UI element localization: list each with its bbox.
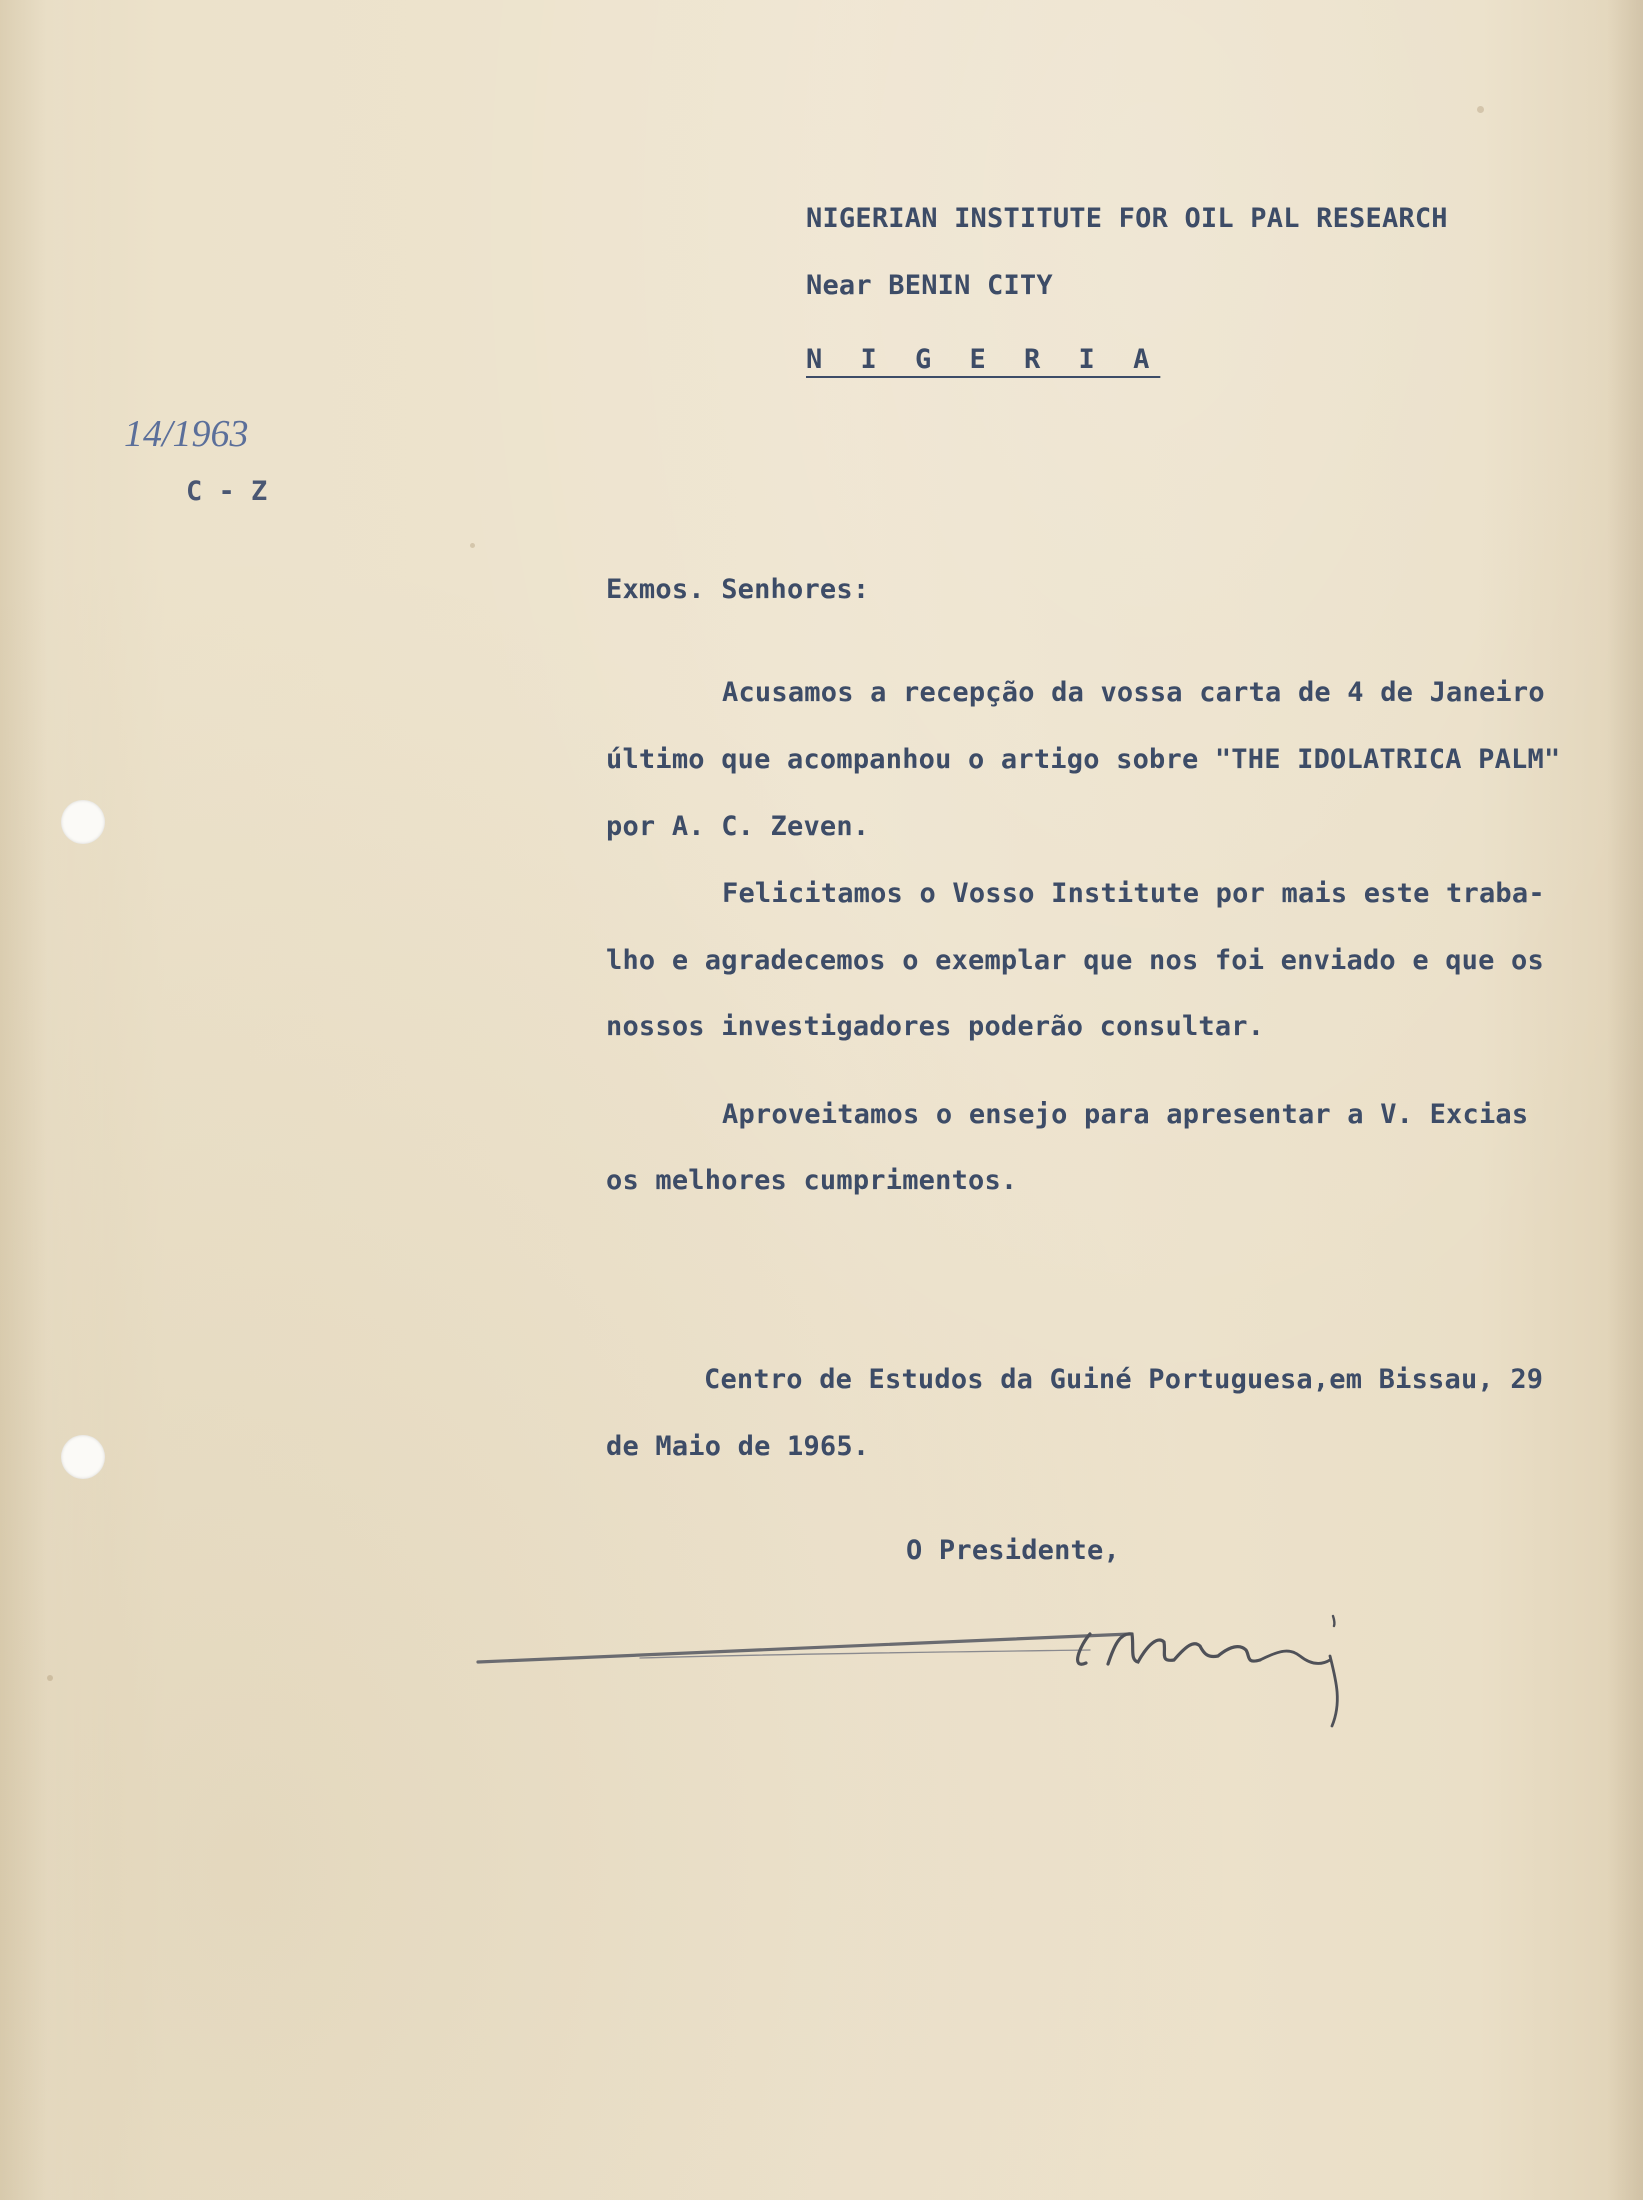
reference-code: C - Z <box>186 476 268 507</box>
body-line: lho e agradecemos o exemplar que nos foi enviado e que os <box>606 945 1544 976</box>
punch-hole-top <box>61 800 105 844</box>
recipient-country: N I G E R I A <box>806 344 1161 375</box>
closing-line-1: Centro de Estudos da Guiné Portuguesa,em Bissau, 29 <box>704 1364 1544 1395</box>
reference-number: 14/1963 <box>124 413 249 455</box>
recipient-line-2: Near BENIN CITY <box>806 270 1053 301</box>
body-line: Felicitamos o Vosso Institute por mais este traba- <box>722 878 1545 909</box>
paper-speck <box>470 543 475 548</box>
signatory-title: O Presidente, <box>906 1535 1120 1566</box>
punch-hole-bottom <box>61 1435 105 1479</box>
paper-speck <box>1477 106 1484 113</box>
body-line: por A. C. Zeven. <box>606 811 870 842</box>
paper-speck <box>47 1675 53 1681</box>
body-line: Acusamos a recepção da vossa carta de 4 de Janeiro <box>722 677 1545 708</box>
body-line: Aproveitamos o ensejo para apresentar a V. Excias <box>722 1099 1529 1130</box>
signature-icon <box>470 1610 1410 1740</box>
recipient-line-1: NIGERIAN INSTITUTE FOR OIL PAL RESEARCH <box>806 203 1448 234</box>
body-line: último que acompanhou o artigo sobre "THE IDOLATRICA PALM" <box>606 744 1561 775</box>
paper-left-edge <box>0 0 120 2200</box>
paper-right-shadow <box>1607 0 1643 2200</box>
closing-line-2: de Maio de 1965. <box>606 1431 870 1462</box>
body-line: os melhores cumprimentos. <box>606 1165 1018 1196</box>
salutation: Exmos. Senhores: <box>606 574 870 605</box>
body-line: nossos investigadores poderão consultar. <box>606 1011 1265 1042</box>
